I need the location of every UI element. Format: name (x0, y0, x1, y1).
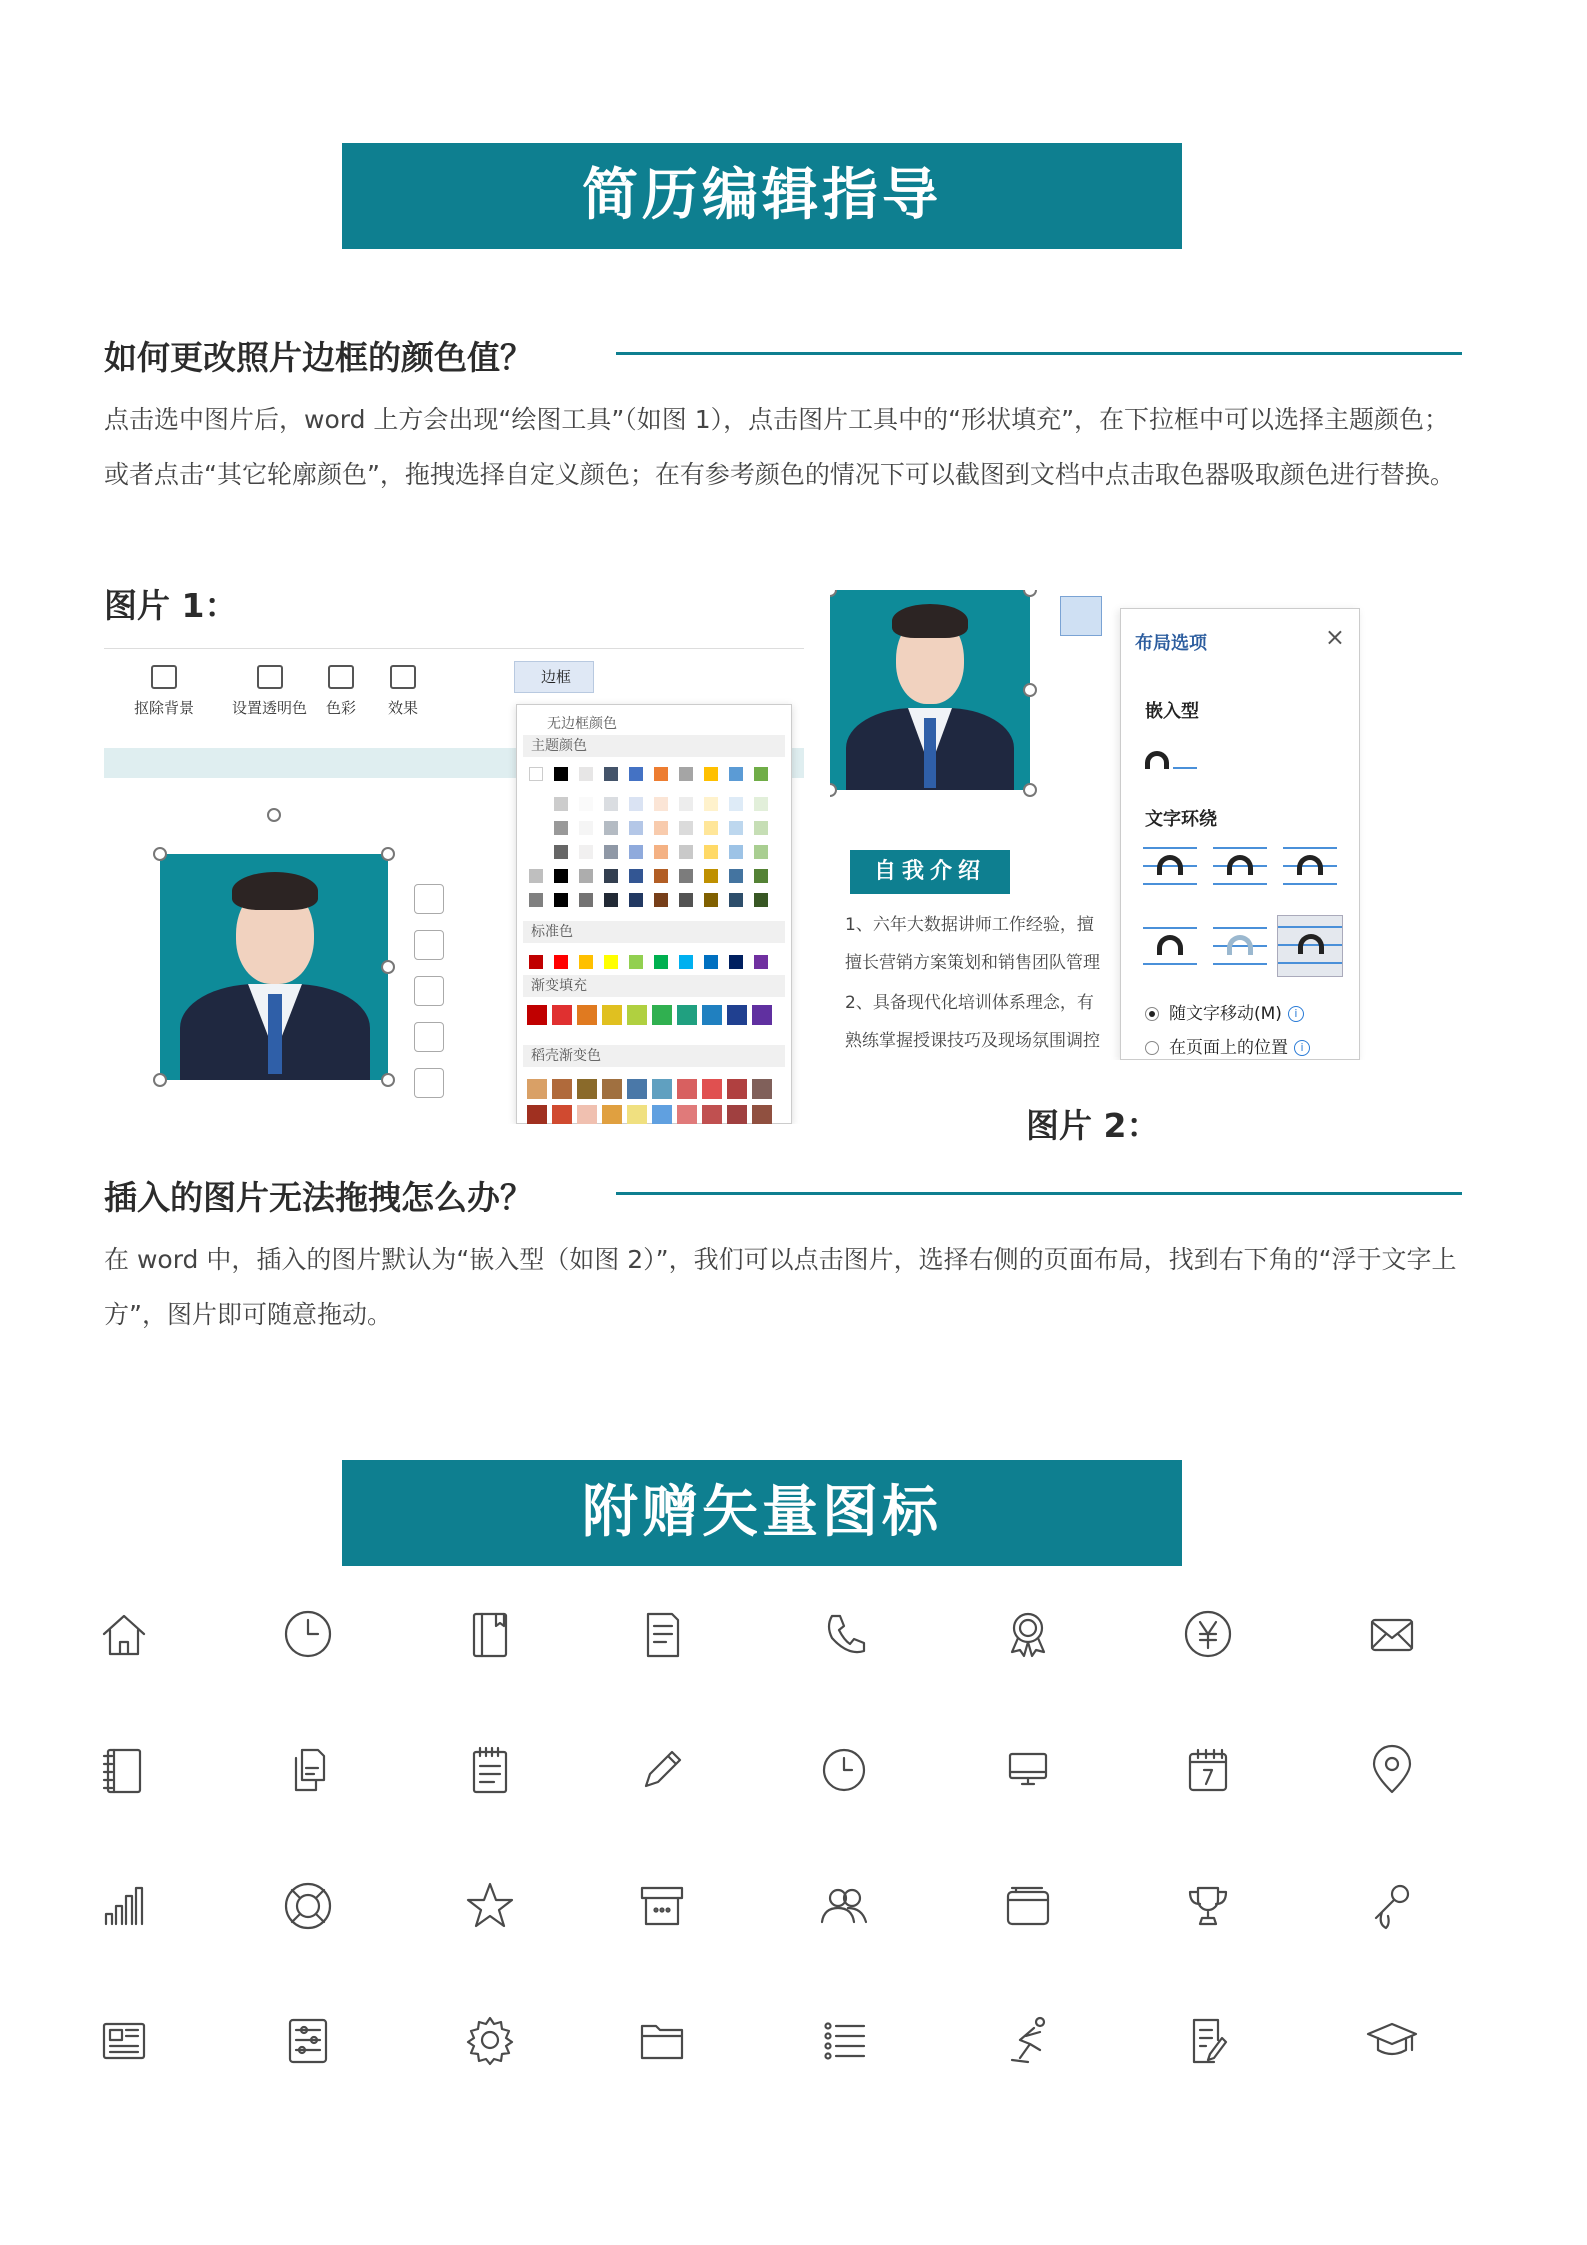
color-swatch[interactable] (729, 845, 743, 859)
through-wrap-icon[interactable] (1283, 843, 1337, 889)
color-swatch[interactable] (729, 797, 743, 811)
skater-icon (998, 2010, 1058, 2070)
color-swatch[interactable] (677, 1105, 697, 1124)
color-swatch[interactable] (604, 955, 618, 969)
yen-icon (1178, 1604, 1238, 1664)
text-wrap-label: 文字环绕 (1145, 809, 1217, 830)
color-swatch[interactable] (579, 767, 593, 781)
no-border-option[interactable]: 无边框颜色 (547, 716, 617, 732)
section-paragraph-drag-image: 在 word 中，插入的图片默认为“嵌入型（如图 2）”，我们可以点击图片，选择右侧的页面布局，找到右下角的“浮于文字上方”，图片即可随意拖动。 (104, 1245, 1457, 1329)
color-button[interactable]: 色彩 (326, 665, 356, 718)
color-swatch[interactable] (579, 797, 593, 811)
hair (892, 604, 968, 638)
users-icon (814, 1876, 874, 1936)
section-paragraph-border-color: 点击选中图片后，word 上方会出现“绘图工具”（如图 1），点击图片工具中的“形状填充”，在下拉框中可以选择主题颜色；或者点击“其它轮廓颜色”，拖拽选择自定义颜色；在有参考颜色的情况下可以截图到文档中点击取色器吸取颜色进行替换。 (104, 405, 1455, 489)
color-swatch[interactable] (527, 1105, 547, 1124)
color-swatch[interactable] (627, 1105, 647, 1124)
newspaper-icon (94, 2010, 154, 2070)
transparent-icon (257, 665, 283, 689)
resize-handle[interactable] (1023, 783, 1037, 797)
move-with-text-option[interactable]: 随文字移动(M) i (1145, 999, 1304, 1024)
location-icon (1362, 1740, 1422, 1800)
color-swatch[interactable] (679, 955, 693, 969)
copy-icon (278, 1740, 338, 1800)
color-swatch[interactable] (704, 869, 718, 883)
color-swatch[interactable] (554, 797, 568, 811)
figure-1-screenshot (104, 648, 804, 1124)
effects-icon (390, 665, 416, 689)
award-icon (998, 1604, 1058, 1664)
close-icon[interactable]: × (1324, 623, 1345, 651)
square-wrap-icon[interactable] (1143, 843, 1197, 889)
color-swatch[interactable] (679, 821, 693, 835)
color-swatch[interactable] (752, 1105, 772, 1124)
color-swatch[interactable] (627, 1005, 647, 1025)
color-swatch[interactable] (529, 767, 543, 781)
color-swatch[interactable] (654, 845, 668, 859)
color-swatch[interactable] (527, 1079, 547, 1099)
color-swatch[interactable] (577, 1079, 597, 1099)
color-swatch[interactable] (554, 955, 568, 969)
tie (268, 994, 282, 1074)
color-swatch[interactable] (754, 797, 768, 811)
color-swatch[interactable] (554, 869, 568, 883)
color-swatch[interactable] (529, 845, 543, 859)
portrait-photo[interactable] (160, 854, 388, 1080)
rotate-handle[interactable] (267, 808, 281, 822)
color-swatch[interactable] (579, 821, 593, 835)
section-title-drag-image: 插入的图片无法拖拽怎么办？ (104, 1178, 533, 1217)
color-swatch[interactable] (754, 845, 768, 859)
figure-2-label: 图片 2： (1026, 1106, 1160, 1145)
layout-options-panel (1120, 608, 1360, 1060)
portrait-photo-inline[interactable] (830, 590, 1030, 790)
info-icon[interactable]: i (1294, 1040, 1310, 1056)
intro-badge: 自我介绍 (850, 850, 1010, 894)
color-swatch[interactable] (629, 955, 643, 969)
folder-icon (632, 2010, 692, 2070)
color-swatch[interactable] (602, 1005, 622, 1025)
color-swatch[interactable] (629, 845, 643, 859)
color-swatch[interactable] (704, 845, 718, 859)
color-swatch[interactable] (627, 1079, 647, 1099)
color-swatch[interactable] (679, 893, 693, 907)
figure-2-screenshot (830, 590, 1370, 1060)
intro-line: 2、具备现代化培训体系理念，有 (845, 993, 1094, 1013)
color-swatch[interactable] (729, 869, 743, 883)
color-swatch[interactable] (579, 869, 593, 883)
color-swatch[interactable] (529, 893, 543, 907)
color-swatch[interactable] (629, 821, 643, 835)
behind-text-icon[interactable] (1213, 923, 1267, 969)
settings-sliders-icon (278, 2010, 338, 2070)
intro-line: 擅长营销方案策划和销售团队管理 (845, 953, 1100, 973)
radio-selected[interactable] (1145, 1007, 1159, 1021)
section-rule (616, 352, 1462, 355)
color-swatch[interactable] (652, 1005, 672, 1025)
color-swatch[interactable] (629, 893, 643, 907)
color-swatch[interactable] (552, 1079, 572, 1099)
color-swatch[interactable] (604, 767, 618, 781)
color-swatch[interactable] (554, 893, 568, 907)
resize-handle[interactable] (381, 1073, 395, 1087)
color-swatch[interactable] (677, 1005, 697, 1025)
color-swatch[interactable] (577, 1105, 597, 1124)
color-swatch[interactable] (704, 821, 718, 835)
color-swatch[interactable] (729, 955, 743, 969)
intro-line: 1、六年大数据讲师工作经验，擅 (845, 915, 1094, 935)
radio-unselected[interactable] (1145, 1041, 1159, 1055)
microphone-icon (1362, 1876, 1422, 1936)
color-swatch[interactable] (577, 1005, 597, 1025)
layout-tool[interactable] (414, 884, 444, 914)
color-swatch[interactable] (579, 845, 593, 859)
color-swatch[interactable] (702, 1079, 722, 1099)
color-swatch[interactable] (554, 821, 568, 835)
inline-label: 嵌入型 (1145, 701, 1199, 722)
resize-handle[interactable] (381, 847, 395, 861)
color-swatch[interactable] (654, 797, 668, 811)
color-swatch[interactable] (554, 845, 568, 859)
theme-colors-header: 主题颜色 (523, 735, 785, 757)
banner-editing-guide: 简历编辑指导 (342, 143, 1182, 249)
color-swatch[interactable] (727, 1005, 747, 1025)
edit-icon (1178, 2010, 1238, 2070)
color-swatch[interactable] (754, 869, 768, 883)
color-swatch[interactable] (679, 869, 693, 883)
color-swatch[interactable] (729, 821, 743, 835)
resize-handle[interactable] (1023, 683, 1037, 697)
color-swatch[interactable] (554, 767, 568, 781)
monitor-icon (998, 1740, 1058, 1800)
color-swatch[interactable] (727, 1079, 747, 1099)
color-swatch[interactable] (529, 955, 543, 969)
color-swatch[interactable] (529, 821, 543, 835)
color-swatch[interactable] (679, 767, 693, 781)
graduation-cap-icon (1362, 2010, 1422, 2070)
notebook-icon (94, 1740, 154, 1800)
color-swatch[interactable] (754, 955, 768, 969)
color-swatch[interactable] (629, 797, 643, 811)
section-rule (616, 1192, 1462, 1195)
color-swatch[interactable] (654, 955, 668, 969)
color-swatch[interactable] (704, 893, 718, 907)
extract-tool[interactable] (414, 1068, 444, 1098)
color-swatch[interactable] (654, 893, 668, 907)
color-swatch[interactable] (602, 1105, 622, 1124)
rotate-tool[interactable] (414, 1022, 444, 1052)
effects-button[interactable]: 效果 (388, 665, 418, 718)
wallet-icon (998, 1876, 1058, 1936)
remove-background-icon (151, 665, 177, 689)
color-icon (328, 665, 354, 689)
color-swatch[interactable] (529, 797, 543, 811)
color-swatch[interactable] (754, 893, 768, 907)
gear-icon (460, 2010, 520, 2070)
shell-gradient-header: 稻壳渐变色 (523, 1045, 785, 1067)
set-transparent-button[interactable]: 设置透明色 (232, 665, 307, 718)
color-swatch[interactable] (654, 767, 668, 781)
section-title-border-color: 如何更改照片边框的颜色值？ (104, 338, 533, 377)
color-swatch[interactable] (629, 869, 643, 883)
resize-handle[interactable] (381, 960, 395, 974)
color-swatch[interactable] (579, 955, 593, 969)
color-swatch[interactable] (679, 845, 693, 859)
color-swatch[interactable] (604, 821, 618, 835)
in-front-of-text-icon[interactable] (1277, 915, 1343, 977)
color-swatch[interactable] (529, 869, 543, 883)
color-swatch[interactable] (752, 1005, 772, 1025)
clock-icon (278, 1604, 338, 1664)
color-swatch[interactable] (752, 1079, 772, 1099)
layout-options-title: 布局选项 (1135, 633, 1207, 654)
color-swatch[interactable] (602, 1079, 622, 1099)
crop-tool[interactable] (414, 930, 444, 960)
hair (232, 872, 318, 910)
calendar-icon (1178, 1740, 1238, 1800)
intro-line: 熟练掌握授课技巧及现场氛围调控 (845, 1031, 1100, 1051)
notepad-icon (460, 1740, 520, 1800)
list-icon (814, 2010, 874, 2070)
color-swatch[interactable] (704, 767, 718, 781)
border-color-palette (516, 704, 792, 1124)
phone-icon (814, 1604, 874, 1664)
color-swatch[interactable] (729, 893, 743, 907)
info-icon[interactable]: i (1288, 1006, 1304, 1022)
resize-handle[interactable] (153, 847, 167, 861)
remove-background-button[interactable]: 抠除背景 (134, 665, 194, 718)
color-swatch[interactable] (754, 821, 768, 835)
color-swatch[interactable] (552, 1005, 572, 1025)
color-swatch[interactable] (727, 1105, 747, 1124)
color-swatch[interactable] (679, 797, 693, 811)
pencil-icon (632, 1740, 692, 1800)
tie (924, 718, 936, 788)
resize-handle[interactable] (153, 1073, 167, 1087)
banner-bonus-icons: 附赠矢量图标 (342, 1460, 1182, 1566)
figure-1-label: 图片 1： (104, 586, 238, 625)
star-icon (460, 1876, 520, 1936)
standard-colors-header: 标准色 (523, 921, 785, 943)
bar-chart-icon (94, 1876, 154, 1936)
color-swatch[interactable] (552, 1105, 572, 1124)
color-swatch[interactable] (579, 893, 593, 907)
color-swatch[interactable] (527, 1005, 547, 1025)
color-swatch[interactable] (702, 1105, 722, 1124)
document-icon (632, 1604, 692, 1664)
book-icon (460, 1604, 520, 1664)
archive-icon (632, 1876, 692, 1936)
color-swatch[interactable] (729, 767, 743, 781)
lifebuoy-icon (278, 1876, 338, 1936)
color-swatch[interactable] (629, 767, 643, 781)
trophy-icon (1178, 1876, 1238, 1936)
fix-position-option[interactable]: 在页面上的位置 i (1145, 1033, 1310, 1058)
color-swatch[interactable] (754, 767, 768, 781)
mail-icon (1362, 1604, 1422, 1664)
inline-option-icon[interactable] (1143, 737, 1197, 783)
color-swatch[interactable] (604, 845, 618, 859)
tight-wrap-icon[interactable] (1213, 843, 1267, 889)
top-bottom-wrap-icon[interactable] (1143, 923, 1197, 969)
color-swatch[interactable] (677, 1079, 697, 1099)
color-swatch[interactable] (654, 869, 668, 883)
border-button[interactable]: 边框 (514, 661, 594, 693)
color-swatch[interactable] (604, 893, 618, 907)
color-swatch[interactable] (704, 955, 718, 969)
time-icon (814, 1740, 874, 1800)
color-swatch[interactable] (604, 797, 618, 811)
color-swatch[interactable] (604, 869, 618, 883)
color-swatch[interactable] (702, 1005, 722, 1025)
zoom-tool[interactable] (414, 976, 444, 1006)
color-swatch[interactable] (654, 821, 668, 835)
layout-options-button[interactable] (1060, 596, 1102, 636)
home-icon (94, 1604, 154, 1664)
color-swatch[interactable] (704, 797, 718, 811)
color-swatch[interactable] (652, 1105, 672, 1124)
color-swatch[interactable] (652, 1079, 672, 1099)
gradient-fill-header: 渐变填充 (523, 975, 785, 997)
